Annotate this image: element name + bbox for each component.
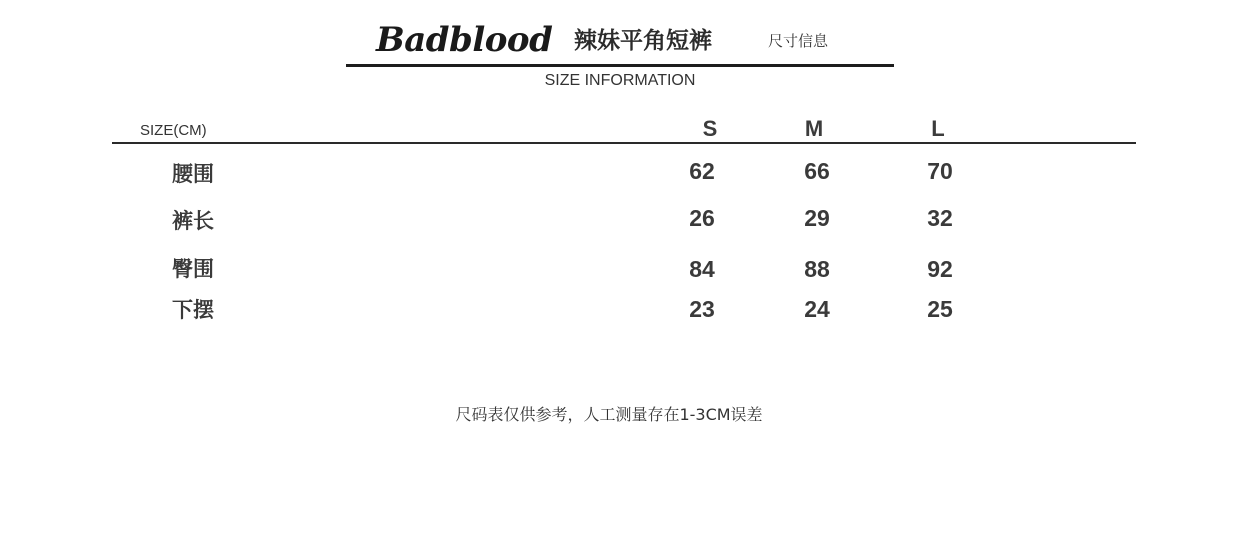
cell-s: 84: [689, 256, 715, 282]
unit-label: SIZE(CM): [140, 122, 207, 139]
cell-m: 66: [804, 158, 830, 184]
cell-s: 62: [689, 158, 715, 184]
table-divider: [112, 142, 1136, 144]
footnote: 尺码表仅供参考，人工测量存在1-3CM误差: [455, 405, 763, 424]
cell-l: 25: [927, 296, 953, 322]
table-row: [0, 205, 1240, 239]
table-row: [0, 253, 1240, 287]
header: [346, 16, 894, 68]
cell-s: 26: [689, 205, 715, 231]
row-label: 裤长: [172, 209, 214, 233]
cell-m: 24: [804, 296, 830, 322]
cell-l: 70: [927, 158, 953, 184]
cell-s: 23: [689, 296, 715, 322]
subtitle: SIZE INFORMATION: [544, 72, 696, 89]
table-row: [0, 158, 1240, 192]
size-header-s: S: [702, 116, 718, 141]
row-label: 臀围: [172, 257, 214, 281]
size-info-label: 尺寸信息: [768, 32, 829, 50]
table-header: [112, 114, 1136, 144]
table-row: [0, 294, 1240, 328]
cell-m: 88: [804, 256, 830, 282]
product-name: 辣妹平角短裤: [574, 28, 712, 54]
cell-m: 29: [804, 205, 830, 231]
row-label: 下摆: [172, 298, 214, 322]
brand-logo: Badblood: [376, 20, 553, 60]
cell-l: 32: [927, 205, 953, 231]
header-divider: [346, 64, 894, 67]
row-label: 腰围: [172, 162, 214, 186]
size-header-m: M: [804, 116, 824, 141]
size-header-l: L: [931, 116, 945, 141]
cell-l: 92: [927, 256, 953, 282]
